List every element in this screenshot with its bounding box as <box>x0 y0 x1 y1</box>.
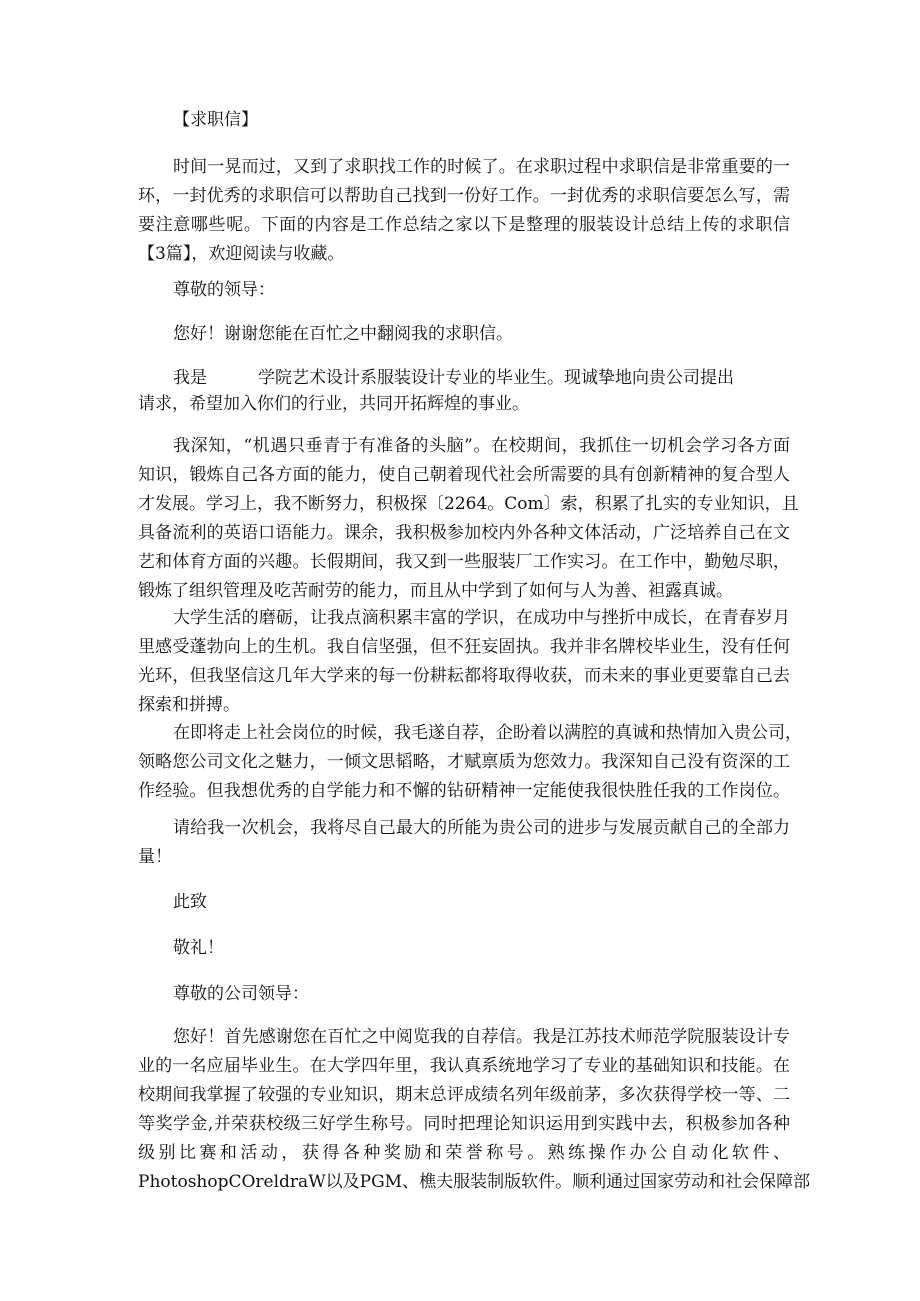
letter2-p1-line: PhotoshopCOreldraW以及PGM、樵夫服装制版软件。顺利通过国家劳动和社会保障部 <box>138 1172 811 1192</box>
letter1-p2-line: 艺和体育方面的兴趣。长假期间，我又到一些服装厂工作实习。在工作中，勤勉尽职， <box>138 552 790 572</box>
letter1-p3-line: 里感受蓬勃向上的生机。我自信坚强，但不狂妄固执。我并非名牌校毕业生，没有任何 <box>138 637 790 657</box>
letter1-greeting: 您好！谢谢您能在百忙之中翻阅我的求职信。 <box>173 324 513 344</box>
intro-line: 【3篇】，欢迎阅读与收藏。 <box>138 244 345 264</box>
letter1-closing: 此致 <box>173 892 207 912</box>
letter2-p1-line: 业的一名应届毕业生。在大学四年里，我认真系统地学习了专业的基础知识和技能。在 <box>138 1056 790 1076</box>
letter1-salutation: 尊敬的领导： <box>173 280 275 300</box>
letter1-p2-line: 具备流利的英语口语能力。课余，我积极参加校内外各种文体活动，广泛培养自己在文 <box>138 523 790 543</box>
letter1-p4-line: 在即将走上社会岗位的时候，我毛遂自荐，企盼着以满腔的真诚和热情加入贵公司， <box>173 723 802 743</box>
letter2-p1-line: 等奖学金,并荣获校级三好学生称号。同时把理论知识运用到实践中去，积极参加各种 <box>138 1114 790 1134</box>
letter1-p3-line: 光环，但我坚信这几年大学来的每一份耕耘都将取得收获，而未来的事业更要靠自己去 <box>138 666 790 686</box>
intro-line: 要注意哪些呢。下面的内容是工作总结之家以下是整理的服装设计总结上传的求职信 <box>138 215 790 235</box>
letter1-p4-line: 领略您公司文化之魅力，一倾文思韬略，才赋禀质为您效力。我深知自己没有资深的工 <box>138 752 790 772</box>
letter1-p4-line: 作经验。但我想优秀的自学能力和不懈的钻研精神一定能使我很快胜任我的工作岗位。 <box>138 781 790 801</box>
document-heading: 【求职信】 <box>173 110 258 130</box>
intro-line: 环，一封优秀的求职信可以帮助自己找到一份好工作。一封优秀的求职信要怎么写，需 <box>138 186 790 206</box>
intro-line: 时间一晃而过，又到了求职找工作的时候了。在求职过程中求职信是非常重要的一 <box>173 157 790 177</box>
letter2-p1-line: 您好！首先感谢您在百忙之中阅览我的自荐信。我是江苏技术师范学院服装设计专 <box>173 1027 790 1047</box>
letter1-p1-line: 我是 学院艺术设计系服装设计专业的毕业生。现诚挚地向贵公司提出 <box>173 368 734 388</box>
letter1-p5-line: 请给我一次机会，我将尽自己最大的所能为贵公司的进步与发展贡献自己的全部力 <box>173 818 790 838</box>
letter1-p2-line: 锻炼了组织管理及吃苦耐劳的能力，而且从中学到了如何与人为善、袒露真诚。 <box>138 581 733 601</box>
letter1-p2-line: 才发展。学习上，我不断努力，积极探〔2264。Com〕索，积累了扎实的专业知识，且 <box>138 494 799 514</box>
letter1-p5-line: 量！ <box>138 847 172 867</box>
letter2-p1-line: 校期间我掌握了较强的专业知识，期末总评成绩名列年级前茅，多次获得学校一等、二 <box>138 1085 790 1105</box>
letter2-salutation: 尊敬的公司领导： <box>173 984 309 1004</box>
letter1-p3-line: 大学生活的磨砺，让我点滴积累丰富的学识，在成功中与挫折中成长，在青春岁月 <box>173 608 790 628</box>
letter1-p3-line: 探索和拼搏。 <box>138 695 240 715</box>
letter1-closing: 敬礼！ <box>173 938 224 958</box>
letter1-p2-line: 知识，锻炼自己各方面的能力，使自己朝着现代社会所需要的具有创新精神的复合型人 <box>138 465 790 485</box>
letter1-p2-line: 我深知，“机遇只垂青于有准备的头脑”。在校期间，我抓住一切机会学习各方面 <box>173 436 790 456</box>
letter1-p1-line: 请求，希望加入你们的行业，共同开拓辉煌的事业。 <box>138 394 529 414</box>
letter2-p1-line: 级别比赛和活动，获得各种奖励和荣誉称号。熟练操作办公自动化软件、 <box>138 1143 790 1163</box>
